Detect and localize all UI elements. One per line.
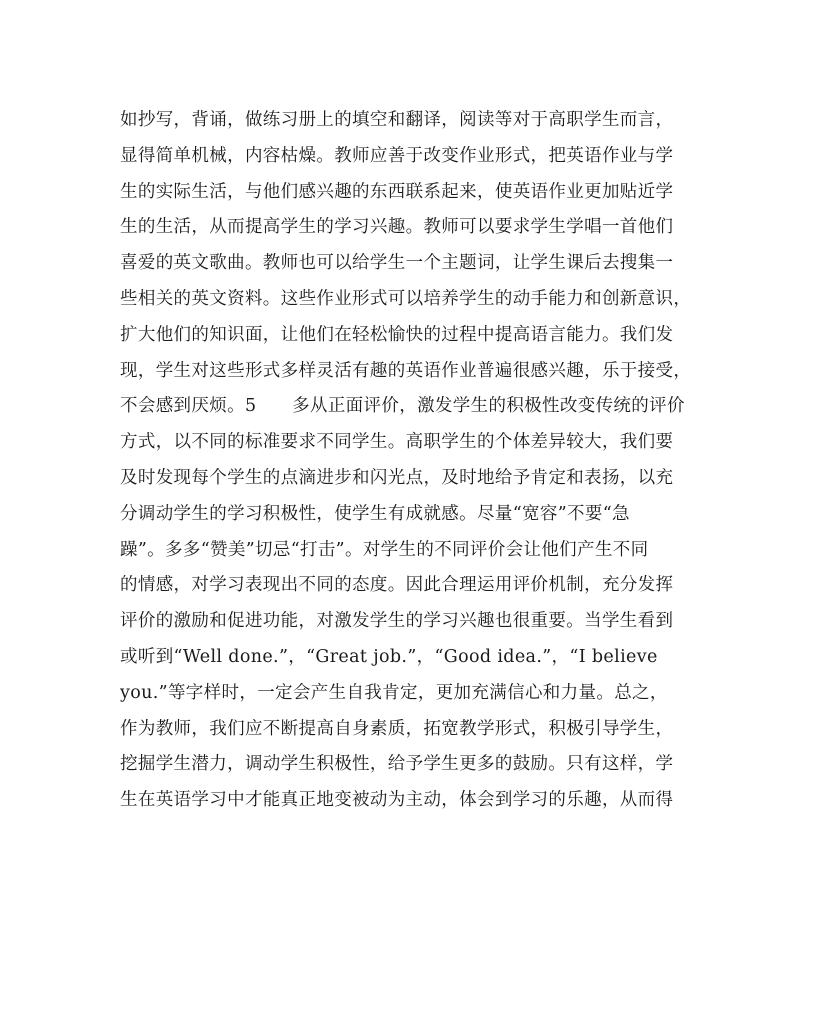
text-line: 方式，以不同的标准要求不同学生。高职学生的个体差异较大，我们要 xyxy=(120,432,674,453)
text-line: 喜爱的英文歌曲。教师也可以给学生一个主题词，让学生课后去搜集一 xyxy=(120,253,674,274)
text-line: 挖掘学生潜力，调动学生积极性，给予学生更多的鼓励。只有这样，学 xyxy=(120,754,674,775)
text-line: 扩大他们的知识面，让他们在轻松愉快的过程中提高语言能力。我们发 xyxy=(120,324,674,345)
text-line: 显得简单机械，内容枯燥。教师应善于改变作业形式，把英语作业与学 xyxy=(120,145,674,166)
text-line: 生的生活，从而提高学生的学习兴趣。教师可以要求学生学唱一首他们 xyxy=(120,217,674,238)
text-line: 生的实际生活，与他们感兴趣的东西联系起来，使英语作业更加贴近学 xyxy=(120,181,674,202)
text-line: 或听到“Well done.”，“Great job.”，“Good idea.”，“I believe xyxy=(120,646,658,667)
text-line: 及时发现每个学生的点滴进步和闪光点，及时地给予肯定和表扬，以充 xyxy=(120,467,674,488)
text-line: 的情感，对学习表现出不同的态度。因此合理运用评价机制，充分发挥 xyxy=(120,575,674,596)
text-line: 作为教师，我们应不断提高自身素质，拓宽教学形式，积极引导学生， xyxy=(120,718,674,739)
text-line: 些相关的英文资料。这些作业形式可以培养学生的动手能力和创新意识， xyxy=(120,288,692,309)
text-line: 躁”。多多“赞美”切忌“打击”。对学生的不同评价会让他们产生不同 xyxy=(120,539,649,560)
text-line: 分调动学生的学习积极性，使学生有成就感。尽量“宽容”不要“急 xyxy=(120,503,630,524)
text-line: you.”等字样时，一定会产生自我肯定，更加充满信心和力量。总之， xyxy=(120,682,668,703)
text-line: 现，学生对这些形式多样灵活有趣的英语作业普遍很感兴趣，乐于接受， xyxy=(120,360,692,381)
text-line: 评价的激励和促进功能，对激发学生的学习兴趣也很重要。当学生看到 xyxy=(120,611,674,632)
text-line: 生在英语学习中才能真正地变被动为主动，体会到学习的乐趣，从而得 xyxy=(120,790,674,811)
body-text xyxy=(120,103,740,819)
text-line: 如抄写，背诵，做练习册上的填空和翻译，阅读等对于高职学生而言， xyxy=(120,110,674,130)
text-line: 不会感到厌烦。5 多从正面评价，激发学生的积极性改变传统的评价 xyxy=(120,396,685,417)
